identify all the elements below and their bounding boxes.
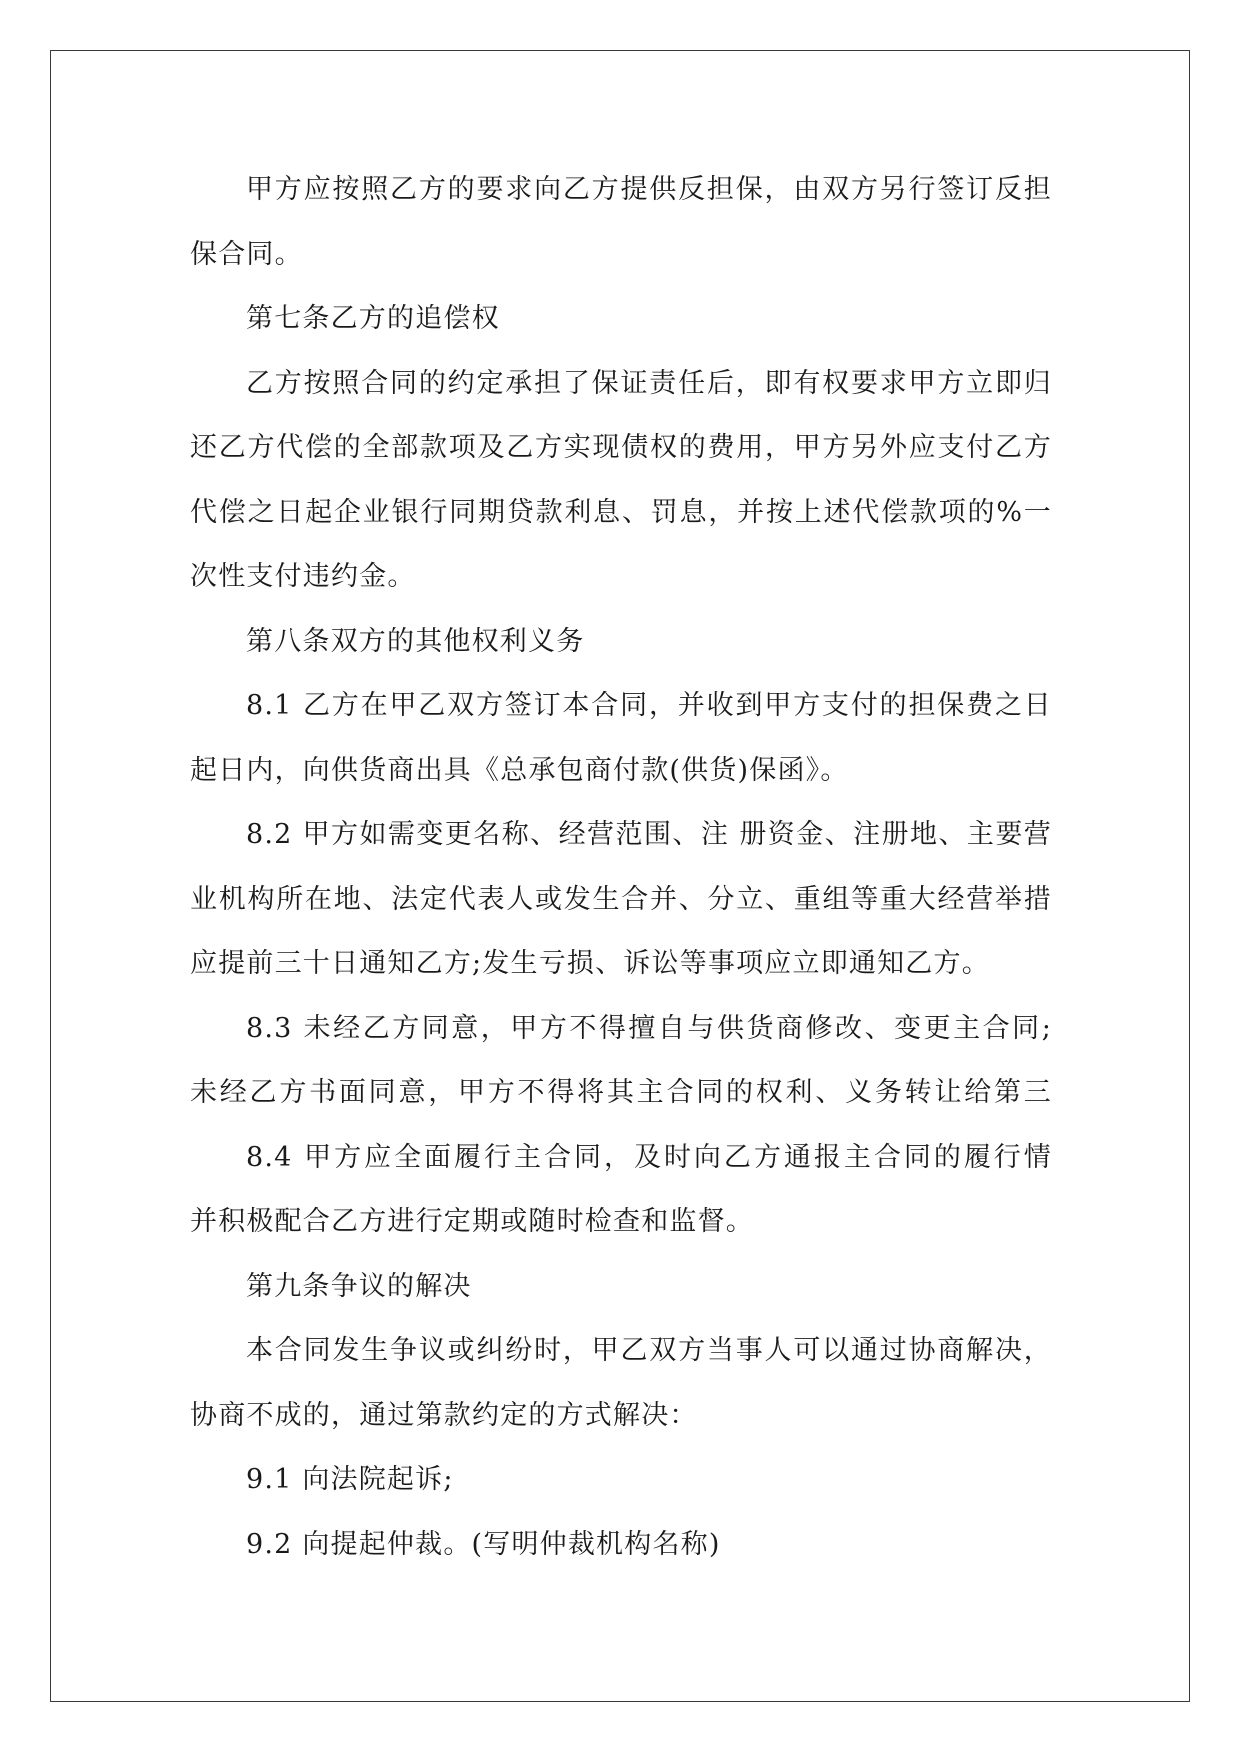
- text-line: 业机构所在地、法定代表人或发生合并、分立、重组等重大经营举措: [190, 883, 1052, 915]
- text-line: 8.4 甲方应全面履行主合同，及时向乙方通报主合同的履行情: [246, 1141, 1052, 1173]
- text-line: 8.3 未经乙方同意，甲方不得擅自与供货商修改、变更主合同;: [246, 1012, 1052, 1044]
- text-line: 8.2 甲方如需变更名称、经营范围、注 册资金、注册地、主要营: [246, 819, 1052, 850]
- text-line: 保合同。: [190, 238, 303, 270]
- text-line: 本合同发生争议或纠纷时，甲乙双方当事人可以通过协商解决，: [246, 1335, 1052, 1366]
- text-line: 并积极配合乙方进行定期或随时检查和监督。: [190, 1206, 754, 1237]
- text-line: 9.1 向法院起诉;: [246, 1464, 454, 1495]
- text-line: 起日内，向供货商出具《总承包商付款(供货)保函》。: [190, 754, 849, 786]
- text-line: 应提前三十日通知乙方;发生亏损、诉讼等事项应立即通知乙方。: [190, 948, 990, 979]
- text-line: 乙方按照合同的约定承担了保证责任后，即有权要求甲方立即归: [246, 367, 1052, 399]
- text-line: 第八条双方的其他权利义务: [246, 625, 585, 657]
- document-body: [190, 158, 1052, 1577]
- text-line: 8.1 乙方在甲乙双方签订本合同，并收到甲方支付的担保费之日: [246, 690, 1052, 721]
- text-line: 次性支付违约金。: [190, 561, 416, 592]
- text-line: 代偿之日起企业银行同期贷款利息、罚息，并按上述代偿款项的%一: [190, 496, 1052, 528]
- text-line: 第七条乙方的追偿权: [246, 303, 500, 334]
- text-line: 协商不成的，通过第款约定的方式解决：: [190, 1399, 698, 1431]
- text-line: 甲方应按照乙方的要求向乙方提供反担保，由双方另行签订反担: [246, 174, 1052, 205]
- text-line: 未经乙方书面同意，甲方不得将其主合同的权利、义务转让给第三: [190, 1077, 1052, 1108]
- text-line: 9.2 向提起仲裁。(写明仲裁机构名称): [246, 1528, 721, 1560]
- text-line: 第九条争议的解决: [246, 1270, 472, 1302]
- text-line: 还乙方代偿的全部款项及乙方实现债权的费用，甲方另外应支付乙方: [190, 432, 1052, 463]
